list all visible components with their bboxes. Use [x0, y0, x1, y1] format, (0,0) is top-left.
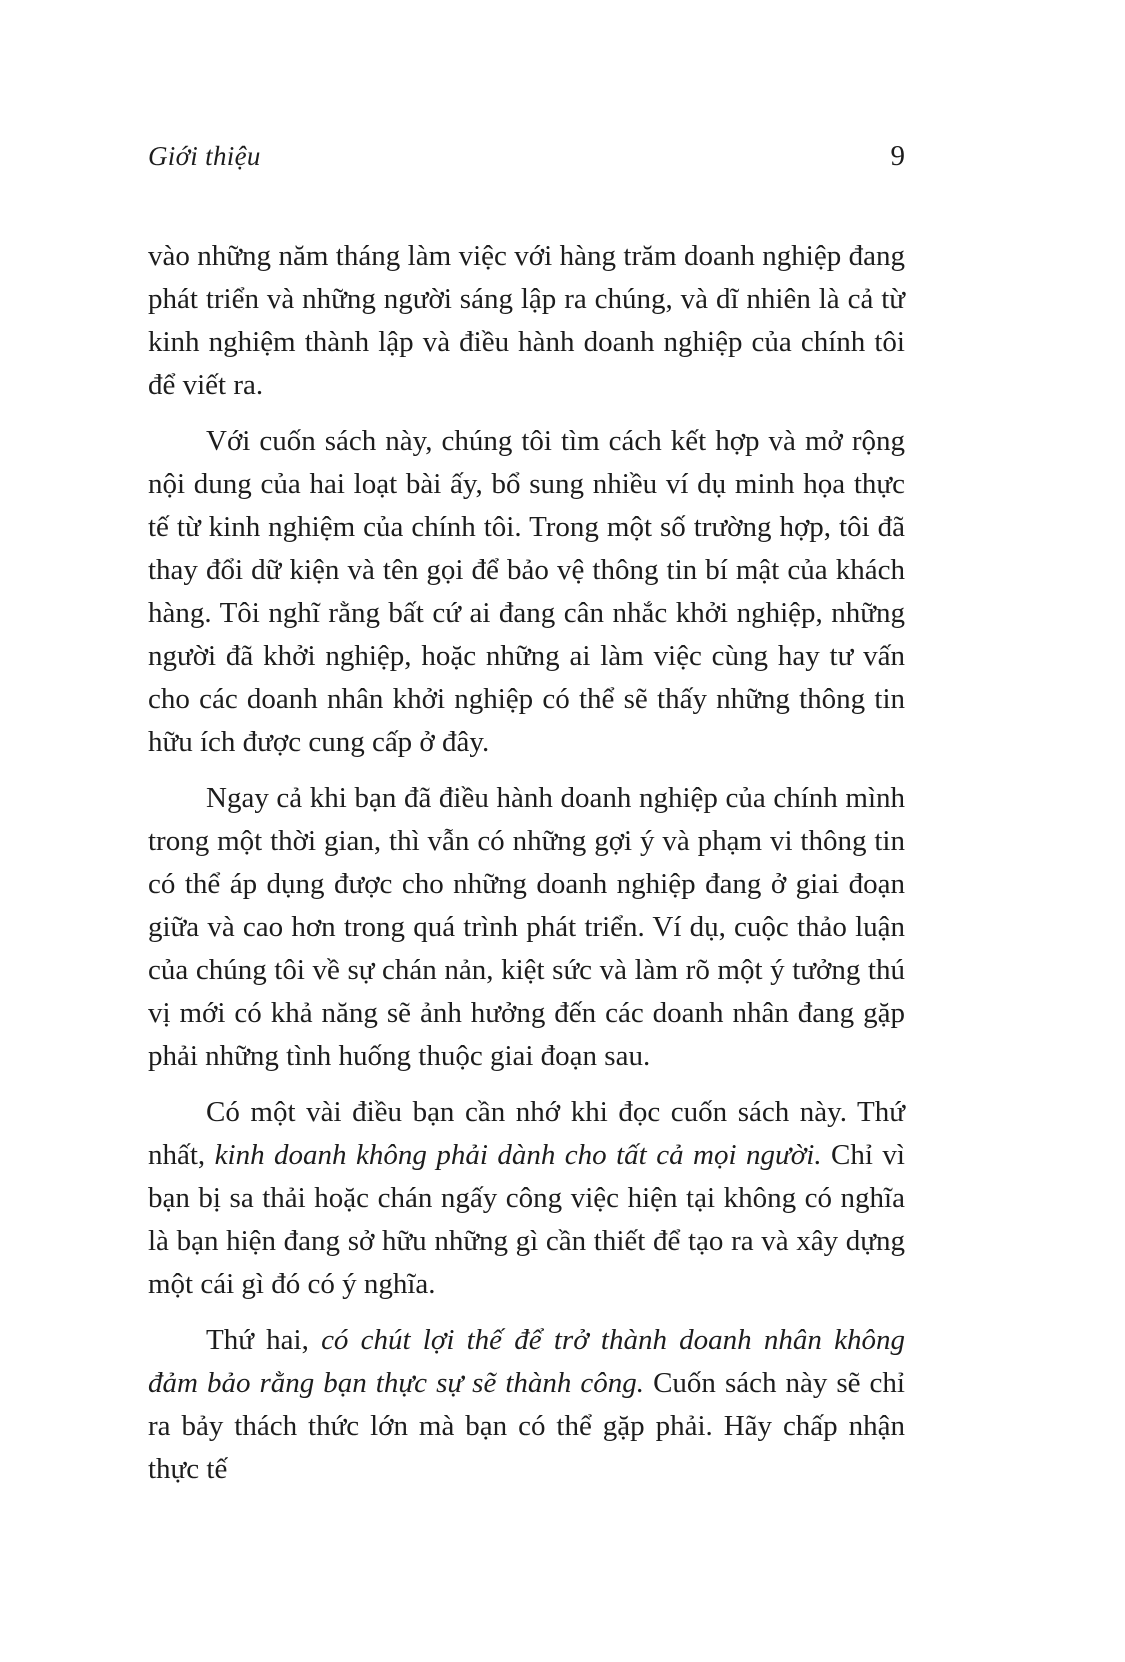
- italic-text-run: kinh doanh không phải dành cho tất cả mọi người.: [214, 1139, 822, 1171]
- text-run: vào những năm tháng làm việc với hàng trăm doanh nghiệp đang phát triển và những người sáng lập ra chúng, và dĩ nhiên là cả từ kinh nghiệm thành lập và điều hành doanh nghiệp của chính tôi để viết ra.: [148, 240, 905, 401]
- text-run: Thứ hai,: [206, 1324, 322, 1356]
- page-number: 9: [890, 140, 905, 172]
- page-body: [148, 235, 905, 1491]
- paragraph: [148, 1091, 905, 1306]
- paragraph: [148, 235, 905, 407]
- paragraph: [148, 420, 905, 764]
- page-header: [148, 140, 905, 173]
- paragraph: [148, 777, 905, 1078]
- paragraph: [148, 1319, 905, 1491]
- text-run: Cuốn sách này sẽ chỉ ra bảy thách thức lớn mà bạn có thể gặp phải. Hãy chấp nhận thực tế: [148, 1367, 905, 1485]
- text-run: Ngay cả khi bạn đã điều hành doanh nghiệp của chính mình trong một thời gian, thì vẫn có những gợi ý và phạm vi thông tin có thể áp dụng được cho những doanh nghiệp đang ở giai đoạn giữa và cao hơn trong quá trình phát triển. Ví dụ, cuộc thảo luận của chúng tôi về sự chán nản, kiệt sức và làm rõ một ý tưởng thú vị mới có khả năng sẽ ảnh hưởng đến các doanh nhân đang gặp phải những tình huống thuộc giai đoạn sau.: [148, 782, 905, 1072]
- text-run: Có một vài điều bạn cần nhớ khi đọc cuốn sách này. Thứ nhất,: [148, 1096, 905, 1171]
- text-run: Chỉ vì bạn bị sa thải hoặc chán ngấy công việc hiện tại không có nghĩa là bạn hiện đang sở hữu những gì cần thiết để tạo ra và xây dựng một cái gì đó có ý nghĩa.: [148, 1139, 905, 1300]
- running-header-title: Giới thiệu: [148, 141, 261, 171]
- italic-text-run: có chút lợi thế để trở thành doanh nhân không đảm bảo rằng bạn thực sự sẽ thành công.: [148, 1324, 905, 1399]
- text-run: Với cuốn sách này, chúng tôi tìm cách kết hợp và mở rộng nội dung của hai loạt bài ấy, bổ sung nhiều ví dụ minh họa thực tế từ kinh nghiệm của chính tôi. Trong một số trường hợp, tôi đã thay đổi dữ kiện và tên gọi để bảo vệ thông tin bí mật của khách hàng. Tôi nghĩ rằng bất cứ ai đang cân nhắc khởi nghiệp, những người đã khởi nghiệp, hoặc những ai làm việc cùng hay tư vấn cho các doanh nhân khởi nghiệp có thể sẽ thấy những thông tin hữu ích được cung cấp ở đây.: [148, 425, 905, 758]
